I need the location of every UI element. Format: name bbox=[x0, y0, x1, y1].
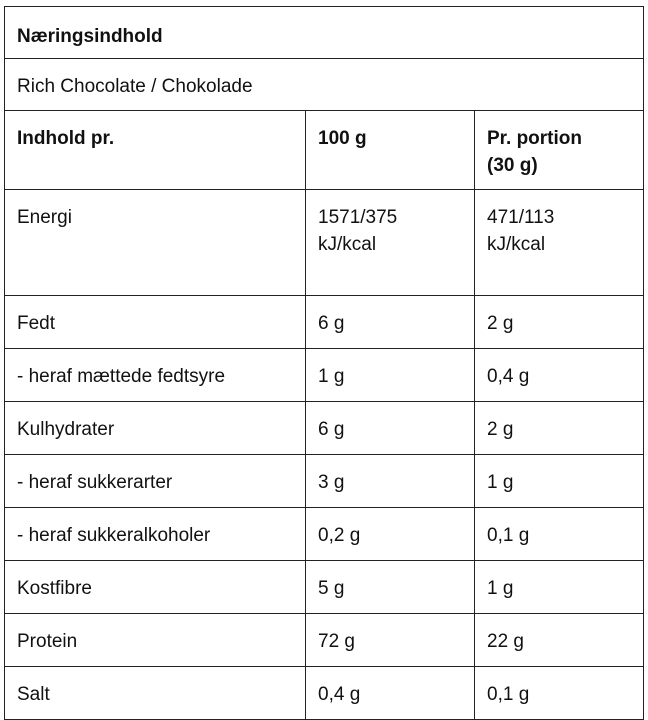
row-per-portion: 0,4 g bbox=[475, 349, 644, 402]
row-label: - heraf sukkerarter bbox=[5, 455, 306, 508]
table-row bbox=[5, 349, 644, 402]
energy-portion-unit: kJ/kcal bbox=[487, 234, 546, 255]
table-row bbox=[5, 402, 644, 455]
row-per-portion: 1 g bbox=[475, 561, 644, 614]
table-title: Næringsindhold bbox=[5, 7, 644, 59]
table-row-energy bbox=[5, 190, 644, 296]
row-label: Kostfibre bbox=[5, 561, 306, 614]
nutrition-table bbox=[4, 6, 644, 720]
row-label: - heraf mættede fedtsyre bbox=[5, 349, 306, 402]
title-row bbox=[5, 7, 644, 59]
header-per-portion bbox=[475, 111, 644, 190]
row-label: Salt bbox=[5, 667, 306, 720]
row-per-portion: 0,1 g bbox=[475, 667, 644, 720]
row-per-portion: 22 g bbox=[475, 614, 644, 667]
table-row bbox=[5, 455, 644, 508]
row-label: Fedt bbox=[5, 296, 306, 349]
row-per-100g bbox=[306, 190, 475, 296]
row-per-100g: 6 g bbox=[306, 402, 475, 455]
row-per-100g: 1 g bbox=[306, 349, 475, 402]
table-row bbox=[5, 561, 644, 614]
header-per-portion-line2: (30 g) bbox=[487, 155, 538, 176]
row-per-100g: 5 g bbox=[306, 561, 475, 614]
row-label: Protein bbox=[5, 614, 306, 667]
table-row bbox=[5, 508, 644, 561]
row-per-portion: 1 g bbox=[475, 455, 644, 508]
energy-per100-unit: kJ/kcal bbox=[318, 234, 377, 255]
energy-portion-value: 471/113 bbox=[487, 207, 555, 228]
row-label: Energi bbox=[5, 190, 306, 296]
row-per-100g: 0,4 g bbox=[306, 667, 475, 720]
header-per-100g: 100 g bbox=[306, 111, 475, 190]
table-row bbox=[5, 614, 644, 667]
row-per-portion: 2 g bbox=[475, 296, 644, 349]
table-row bbox=[5, 667, 644, 720]
header-content: Indhold pr. bbox=[5, 111, 306, 190]
energy-per100-value: 1571/375 bbox=[318, 207, 398, 228]
row-per-portion: 2 g bbox=[475, 402, 644, 455]
row-per-portion: 0,1 g bbox=[475, 508, 644, 561]
row-per-100g: 3 g bbox=[306, 455, 475, 508]
table-row bbox=[5, 296, 644, 349]
product-name: Rich Chocolate / Chokolade bbox=[5, 59, 644, 111]
row-per-portion bbox=[475, 190, 644, 296]
header-per-portion-line1: Pr. portion bbox=[487, 128, 582, 149]
row-per-100g: 0,2 g bbox=[306, 508, 475, 561]
nutrition-table-container bbox=[4, 6, 643, 720]
header-row bbox=[5, 111, 644, 190]
row-label: Kulhydrater bbox=[5, 402, 306, 455]
row-per-100g: 6 g bbox=[306, 296, 475, 349]
row-label: - heraf sukkeralkoholer bbox=[5, 508, 306, 561]
product-row bbox=[5, 59, 644, 111]
row-per-100g: 72 g bbox=[306, 614, 475, 667]
